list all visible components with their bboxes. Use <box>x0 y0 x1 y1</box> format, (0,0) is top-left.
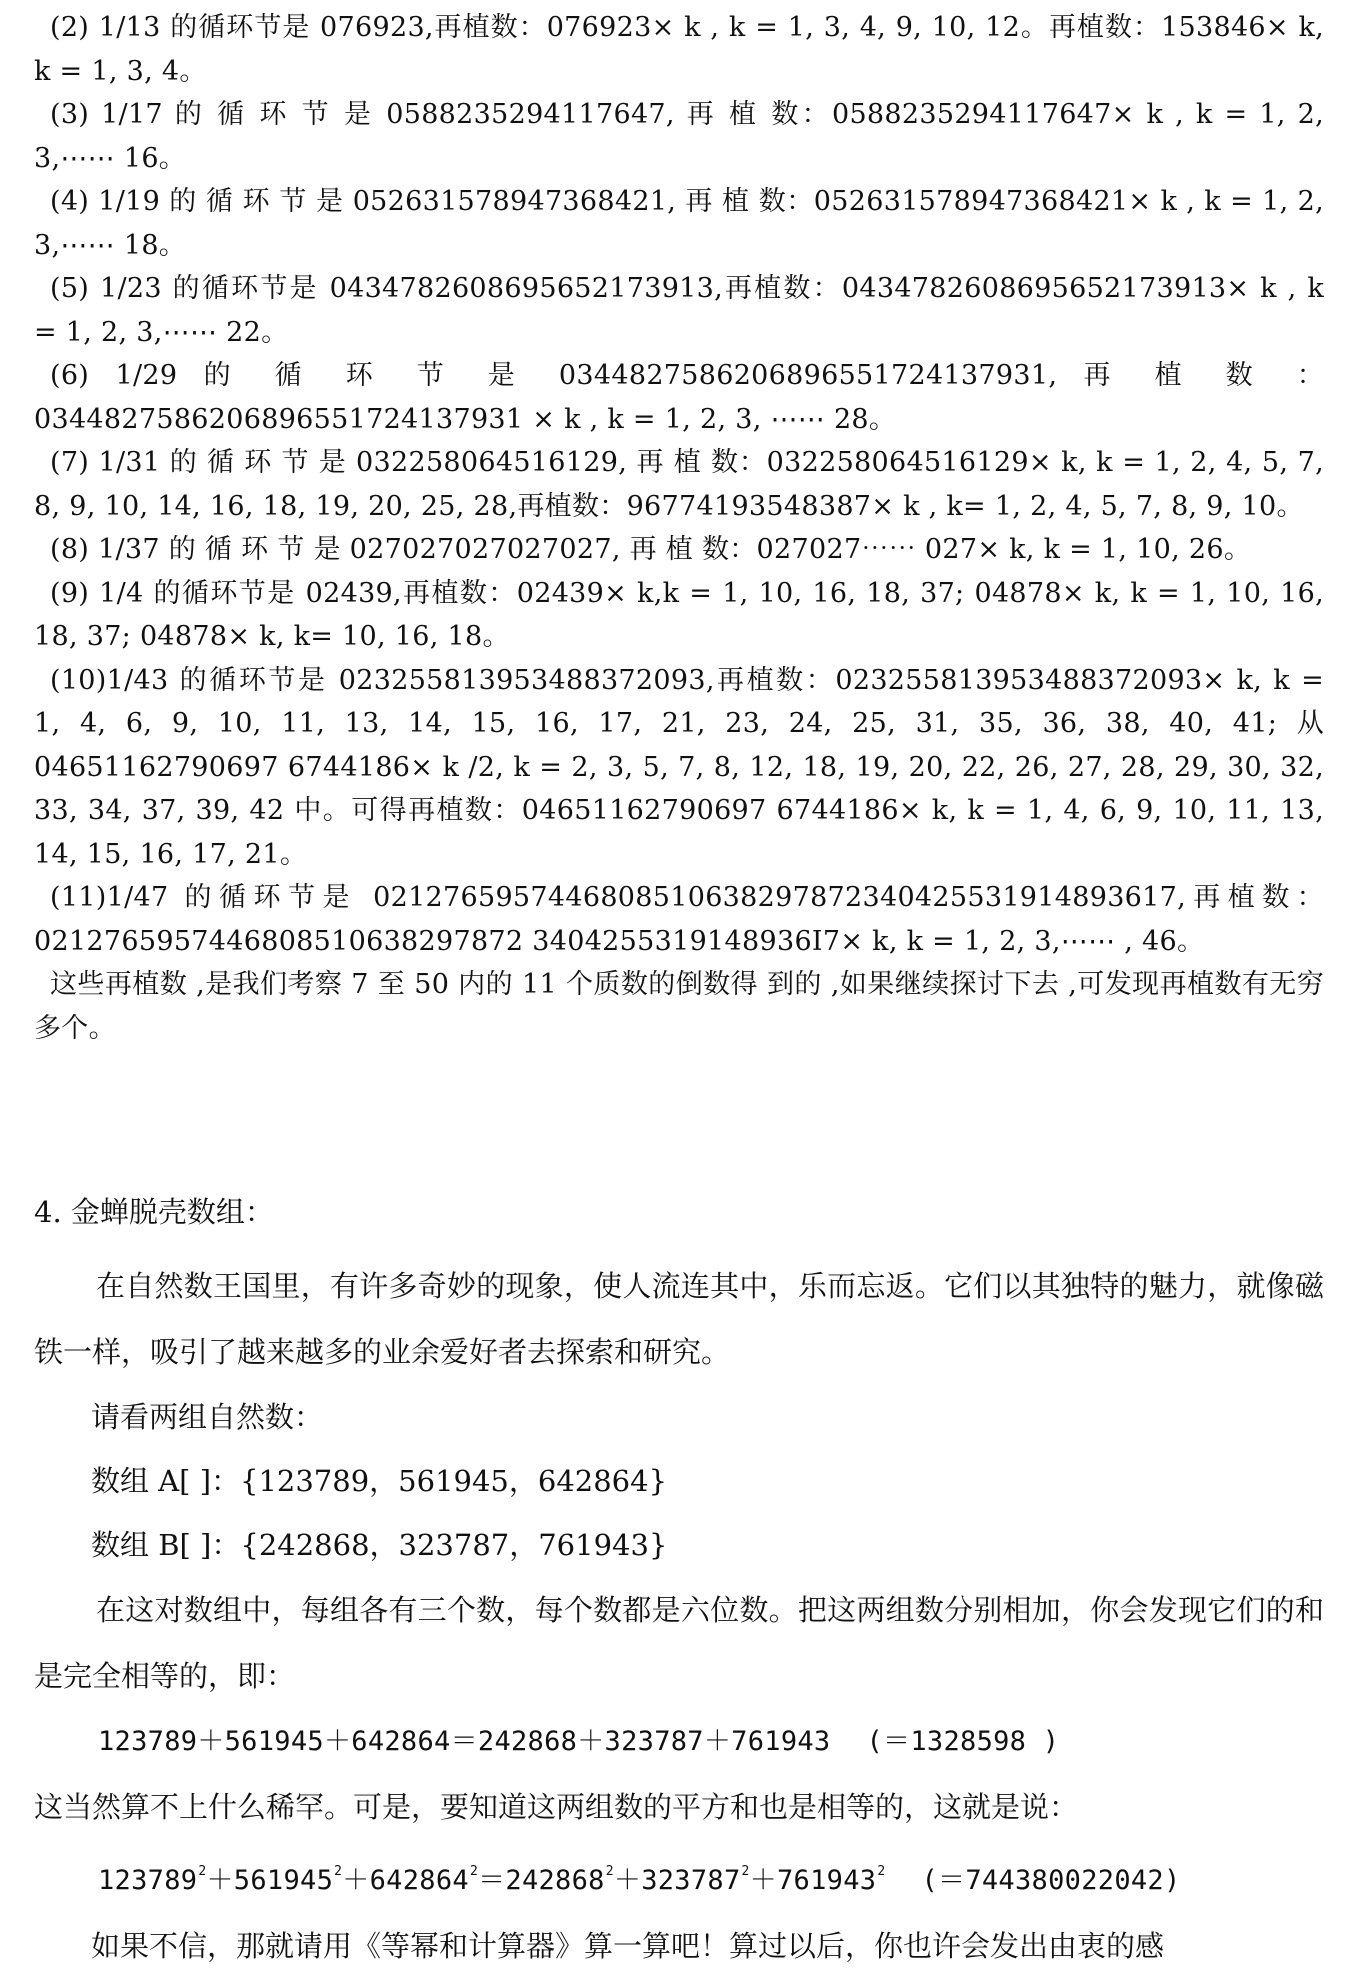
list-item: (3) 1/17 的 循 环 节 是 0588235294117647, 再 植 数：0588235294117647× k , k = 1, 2, 3,⋯⋯ 16。 <box>34 99 1324 174</box>
sq-plus: ＋ <box>342 1865 370 1896</box>
explain-paragraph: 在这对数组中，每组各有三个数，每个数都是六位数。把这两组数分别相加，你会发现它们的和是完全相等的，即： <box>34 1593 1324 1693</box>
square-note: 这当然算不上什么稀罕。可是，要知道这两组数的平方和也是相等的，这就是说： <box>34 1790 1079 1824</box>
sq-exponent: 2 <box>198 1864 207 1879</box>
list-item: (6) 1/29 的 循 环 节 是 0344827586206896551724137931, 再 植 数 ：0344827586206896551724137931 × k , k = 1, 2, 3, ⋯⋯ 28。 <box>34 360 1325 435</box>
sq-exponent: 2 <box>334 1864 343 1879</box>
sum-equation-line <box>34 1709 1324 1775</box>
sq-exponent: 2 <box>469 1864 479 1879</box>
sq-equals: ＝ <box>478 1865 506 1896</box>
sq-plus: ＋ <box>206 1865 234 1896</box>
section-heading: 4. 金蝉脱壳数组： <box>34 1195 274 1229</box>
array-a: 数组 A[ ]：{123789，561945，642864} <box>91 1464 668 1498</box>
sum-equation: 123789＋561945＋642864＝242868＋323787＋761943 <box>98 1726 831 1757</box>
sq-term: 642864 <box>369 1865 469 1896</box>
sq-term: 761943 <box>776 1865 877 1896</box>
sq-term: 242868 <box>505 1865 605 1896</box>
section-4 <box>34 1189 1324 1978</box>
list-item: (2) 1/13 的循环节是 076923,再植数：076923× k , k = 1, 3, 4, 9, 10, 12。再植数：153846× k, k = 1, 3, 4。 <box>34 12 1324 87</box>
summary-paragraph: 这些再植数 ,是我们考察 7 至 50 内的 11 个质数的倒数得 到的 ,如果继续探讨下去 ,可发现再植数有无穷多个。 <box>34 969 1324 1044</box>
sum-result: (＝1328598 ) <box>866 1726 1060 1757</box>
sq-term: 561945 <box>233 1865 334 1896</box>
sq-term: 123789 <box>98 1865 198 1896</box>
sq-term: 323787 <box>641 1865 741 1896</box>
sq-exponent: 2 <box>605 1864 614 1879</box>
sq-plus: ＋ <box>749 1865 777 1896</box>
sq-exponent: 2 <box>741 1864 750 1879</box>
square-equation-line <box>34 1839 1324 1914</box>
intro-paragraph: 在自然数王国里，有许多奇妙的现象，使人流连其中，乐而忘返。它们以其独特的魅力，就像磁铁一样，吸引了越来越多的业余爱好者去探索和研究。 <box>34 1269 1324 1369</box>
list-item: (7) 1/31 的 循 环 节 是 032258064516129, 再 植 数：032258064516129× k, k = 1, 2, 4, 5, 7, 8, 9, 10, 14, 16, 18, 19, 20, 25, 28,再植数：96774193548387× k , k= 1, 2, 4, 5, 7, 8, 9, 10。 <box>34 447 1324 522</box>
list-item: (11)1/47 的循环节是 0212765957446808510638297872340425531914893617,再植数：0212765957446808510638297872 3404255319148936I7× k, k = 1, 2, 3,⋯⋯ , 46。 <box>34 882 1324 957</box>
reciprocal-cycle-list <box>34 6 1324 1050</box>
prompt-line: 请看两组自然数： <box>91 1400 324 1434</box>
sq-result: (＝744380022042) <box>921 1865 1181 1896</box>
list-item: (8) 1/37 的 循 环 节 是 027027027027027, 再 植 数：027027⋯⋯ 027× k, k = 1, 10, 26。 <box>50 534 1252 565</box>
list-item: (5) 1/23 的循环节是 0434782608695652173913,再植数：0434782608695652173913× k , k = 1, 2, 3,⋯⋯ 22。 <box>34 273 1324 348</box>
closing-paragraph: 如果不信，那就请用《等幂和计算器》算一算吧！算过以后，你也许会发出由衷的感 <box>91 1929 1165 1963</box>
array-b: 数组 B[ ]：{242868，323787，761943} <box>91 1528 668 1562</box>
list-item: (10)1/43 的循环节是 023255813953488372093,再植数：023255813953488372093× k, k = 1, 4, 6, 9, 10, 11, 13, 14, 15, 16, 17, 21, 23, 24, 25, 31, 35, 36, 38, 40, 41; 从 04651162790697 6744186× k /2, k = 2, 3, 5, 7, 8, 12, 18, 19, 20, 22, 26, 27, 28, 29, 30, 32, 33, 34, 37, 39, 42 中。可得再植数：04651162790697 6744186× k, k = 1, 4, 6, 9, 10, 11, 13, 14, 15, 16, 17, 21。 <box>34 664 1324 870</box>
sq-exponent: 2 <box>877 1864 886 1879</box>
sq-plus: ＋ <box>613 1865 642 1896</box>
list-item: (4) 1/19 的 循 环 节 是 052631578947368421, 再 植 数：052631578947368421× k , k = 1, 2, 3,⋯⋯ 18。 <box>34 186 1324 261</box>
list-item: (9) 1/4 的循环节是 02439,再植数：02439× k,k = 1, 10, 16, 18, 37; 04878× k, k = 1, 10, 16, 18, 37; 04878× k, k= 10, 16, 18。 <box>34 577 1324 652</box>
